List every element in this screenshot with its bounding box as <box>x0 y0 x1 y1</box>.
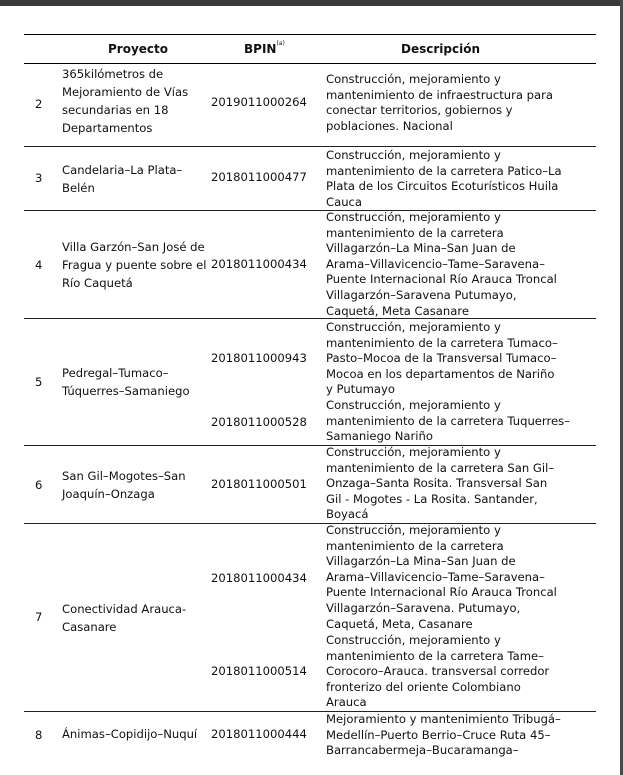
description-line: mantenimiento de la carretera Tame– <box>326 648 544 663</box>
row-number: 5 <box>35 375 43 389</box>
bpin-code: 2018011000444 <box>211 727 307 741</box>
project-name-line: Belén <box>62 181 95 195</box>
row-number: 4 <box>35 258 43 272</box>
description-line: Villagarzón–Saravena. Putumayo, <box>326 601 521 615</box>
description-line: Medellín–Puerto Berrio–Cruce Ruta 45– <box>326 727 551 742</box>
description-line: Construcción, mejoramiento y <box>326 210 501 224</box>
description-line: Construcción, mejoramiento y <box>326 320 501 334</box>
description-line: Barrancabermeja–Bucaramanga– <box>326 743 519 758</box>
row-divider <box>24 210 596 211</box>
project-name-line: Joaquín–Onzaga <box>62 487 155 501</box>
description-line: fronterizo del oriente Colombiano <box>326 679 521 694</box>
bpin-code: 2018011000501 <box>211 477 307 491</box>
description-line: Construcción, mejoramiento y <box>326 633 501 647</box>
bpin-code: 2018011000943 <box>211 351 307 365</box>
description-line: poblaciones. Nacional <box>326 118 453 133</box>
description-line: Mocoa en los departamentos de Nariño <box>326 366 555 381</box>
description-line: Puente Internacional Río Arauca Troncal <box>326 585 557 600</box>
description-line: Construcción, mejoramiento y <box>326 148 501 162</box>
description-line: Puente Internacional Río Arauca Troncal <box>326 272 557 287</box>
description-line: Corocoro–Arauca. transversal corredor <box>326 664 550 679</box>
header-bpin-note: (a) <box>276 40 285 47</box>
description-line: Arama–Villavicencio–Tame–Saravena– <box>326 256 545 271</box>
top-bar <box>0 0 623 6</box>
description-line: Caquetá, Meta, Casanare <box>326 616 473 631</box>
project-name-line: Casanare <box>62 620 117 634</box>
row-number: 8 <box>35 728 43 742</box>
description-line: Plata de los Circuitos Ecoturísticos Huila <box>326 179 559 194</box>
bpin-code: 2018011000434 <box>211 571 307 585</box>
row-number: 2 <box>35 97 43 111</box>
project-name-line: secundarias en 18 <box>62 103 169 117</box>
table-header <box>24 34 596 64</box>
project-name-line: San Gil–Mogotes–San <box>62 469 186 483</box>
header-descripcion: Descripción <box>401 42 480 56</box>
row-divider <box>24 445 596 446</box>
description-line: Caquetá, Meta Casanare <box>326 303 469 318</box>
bpin-code: 2018011000434 <box>211 257 307 271</box>
project-name-line: Conectividad Arauca- <box>62 602 187 616</box>
project-name-line: Mejoramiento de Vías <box>62 85 189 99</box>
description-line: Cauca <box>326 194 363 209</box>
description-line: conectar territorios, gobiernos y <box>326 103 513 118</box>
project-name-line: Pedregal–Tumaco– <box>62 366 169 380</box>
description-line: Arama–Villavicencio–Tame–Saravena– <box>326 569 545 584</box>
description-line: Villagarzón–La Mina–San Juan de <box>326 241 516 256</box>
description-line: mantenimiento de la carretera <box>326 225 504 240</box>
description-line: Construcción, mejoramiento y <box>326 445 501 459</box>
row-number: 3 <box>35 171 43 185</box>
project-name-line: Río Caquetá <box>62 276 133 290</box>
bpin-code: 2019011000264 <box>211 95 307 109</box>
description-line: y Putumayo <box>326 382 395 397</box>
project-name-line: Candelaria–La Plata– <box>62 163 183 177</box>
row-divider <box>24 523 596 524</box>
description-line: Boyacá <box>326 507 369 522</box>
description-line: Construcción, mejoramiento y <box>326 398 501 412</box>
description-line: Gil - Mogotes - La Rosita. Santander, <box>326 491 538 506</box>
bpin-code: 2018011000528 <box>211 415 307 429</box>
description-line: Villagarzón–Saravena Putumayo, <box>326 288 517 302</box>
header-bpin: BPIN$^{(a)}$ <box>244 40 285 56</box>
description-line: Arauca <box>326 695 367 710</box>
project-name-line: Villa Garzón–San José de <box>62 240 205 254</box>
row-divider <box>24 318 596 319</box>
project-name-line: Departamentos <box>62 121 153 135</box>
row-number: 6 <box>35 478 43 492</box>
description-line: Mejoramiento y mantenimiento Tribugá– <box>326 712 561 726</box>
description-line: mantenimiento de la carretera San Gil– <box>326 460 555 475</box>
description-line: mantenimiento de infraestructura para <box>326 87 554 102</box>
bpin-code: 2018011000514 <box>211 664 307 678</box>
project-name-line: Fragua y puente sobre el <box>62 258 207 272</box>
description-line: mantenimiento de la carretera Tuquerres– <box>326 413 570 428</box>
description-line: Construcción, mejoramiento y <box>326 72 501 86</box>
description-line: Villagarzón–La Mina–San Juan de <box>326 554 516 569</box>
description-line: Samaniego Nariño <box>326 429 433 444</box>
description-line: Construcción, mejoramiento y <box>326 523 501 537</box>
description-line: mantenimiento de la carretera Patico–La <box>326 163 562 178</box>
header-proyecto: Proyecto <box>108 42 169 56</box>
bpin-code: 2018011000477 <box>211 170 307 184</box>
description-line: mantenimiento de la carretera Tumaco– <box>326 335 558 350</box>
project-name-line: 365kilómetros de <box>62 67 164 81</box>
row-number: 7 <box>35 610 43 624</box>
row-divider <box>24 146 596 147</box>
project-name-line: Túquerres–Samaniego <box>62 384 190 398</box>
description-line: Pasto–Mocoa de la Transversal Tumaco– <box>326 351 557 366</box>
description-line: mantenimiento de la carretera <box>326 538 504 553</box>
project-name-line: Ánimas–Copidijo–Nuquí <box>62 727 198 741</box>
description-line: Onzaga–Santa Rosita. Transversal San <box>326 476 548 491</box>
